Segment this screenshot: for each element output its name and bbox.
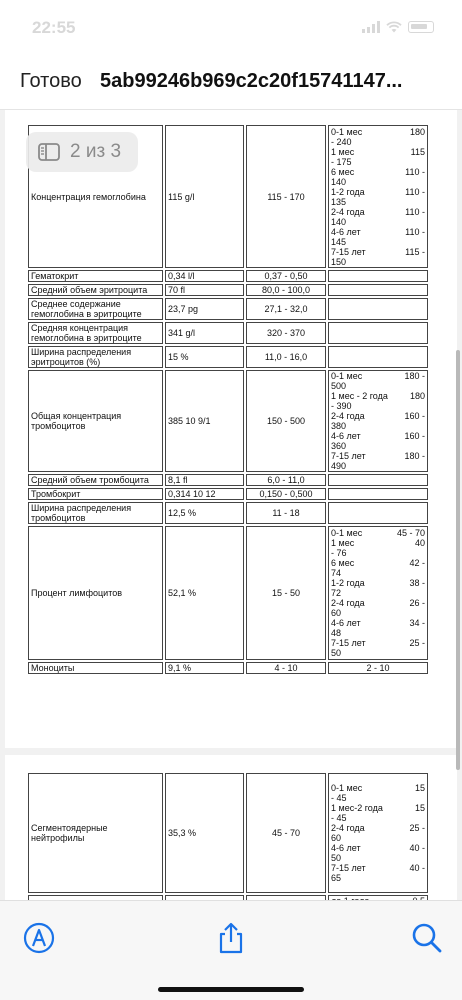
- age-norm-line: [331, 411, 425, 421]
- pdf-page: [5, 110, 457, 748]
- age-norm-value: 25 -: [409, 638, 425, 648]
- result-value-cell: 385 10 9/1: [165, 370, 244, 472]
- age-norm-line: [331, 137, 425, 147]
- battery-icon: [408, 21, 434, 33]
- table-row: [28, 502, 428, 524]
- test-name-cell: Гематокрит: [28, 270, 163, 282]
- table-row: [28, 488, 428, 500]
- age-norm-label: 2-4 года: [331, 598, 365, 608]
- age-norm-label: 145: [331, 236, 347, 247]
- age-norm-label: 60: [331, 833, 342, 843]
- age-norm-line: [331, 207, 425, 217]
- test-name-cell: Моноциты: [28, 662, 163, 674]
- age-norm-value: 110 -: [405, 166, 425, 177]
- reference-range-cell: 6,0 - 11,0: [246, 474, 326, 486]
- age-norm-line: [331, 628, 425, 638]
- age-norm-line: [331, 217, 425, 227]
- age-norms-cell: [328, 773, 428, 893]
- age-norm-line: [331, 421, 425, 431]
- age-norm-value: 40 -: [409, 843, 425, 853]
- test-name-cell: Тромбокрит: [28, 488, 163, 500]
- reference-range-cell: 0,150 - 0,500: [246, 488, 326, 500]
- age-norm-line: [331, 618, 425, 628]
- age-norm-label: 7-15 лет: [331, 246, 366, 257]
- table-row: [28, 526, 428, 660]
- age-norm-line: [331, 783, 425, 793]
- wifi-icon: [386, 21, 402, 33]
- reference-range-cell: 45 - 70: [246, 773, 326, 893]
- age-norm-label: 4-6 лет: [331, 843, 361, 853]
- age-norm-line: [331, 177, 425, 187]
- age-norm-line: [331, 793, 425, 803]
- age-norm-label: 4-6 лет: [331, 618, 361, 628]
- reference-range-cell: 115 - 170: [246, 125, 326, 268]
- age-norm-label: 500: [331, 381, 347, 391]
- test-name-cell: Общая концентрация тромбоцитов: [28, 370, 163, 472]
- age-norm-label: 6 мес: [331, 166, 355, 177]
- age-norm-line: [331, 431, 425, 441]
- age-norm-value: 38 -: [409, 578, 425, 588]
- age-norm-label: 50: [331, 648, 342, 658]
- age-norm-label: 4-6 лет: [331, 226, 361, 237]
- age-norm-label: 0-1 мес: [331, 371, 363, 381]
- test-name-cell: Ширина распределения эритроцитов (%): [28, 346, 163, 368]
- age-norms-cell: [328, 322, 428, 344]
- table-row: [28, 298, 428, 320]
- age-norm-label: 4-6 лет: [331, 431, 361, 441]
- search-icon[interactable]: [410, 921, 444, 955]
- age-norms-cell: [328, 346, 428, 368]
- lab-results-table: [26, 123, 430, 676]
- pdf-page: [5, 755, 457, 915]
- age-norm-label: 60: [331, 608, 342, 618]
- age-norm-line: [331, 167, 425, 177]
- age-norm-label: 380: [331, 421, 347, 431]
- document-viewer[interactable]: [0, 110, 462, 900]
- scrollbar[interactable]: [456, 350, 460, 770]
- age-norm-value: 110 -: [405, 206, 425, 217]
- age-norm-value: 45 - 70: [396, 528, 425, 538]
- age-norm-label: 140: [331, 176, 347, 187]
- age-norms-cell: [328, 270, 428, 282]
- result-value-cell: 0,314 10 12: [165, 488, 244, 500]
- result-value-cell: 23,7 pg: [165, 298, 244, 320]
- age-norm-value: 15: [414, 803, 425, 813]
- age-norm-label: 72: [331, 588, 342, 598]
- age-norm-line: [331, 147, 425, 157]
- age-norm-line: [331, 538, 425, 548]
- share-icon[interactable]: [214, 921, 248, 955]
- age-norms-cell: [328, 370, 428, 472]
- age-norm-label: - 175: [331, 156, 352, 167]
- result-value-cell: 115 g/l: [165, 125, 244, 268]
- age-norm-line: [331, 588, 425, 598]
- age-norm-label: - 45: [331, 813, 347, 823]
- table-row: [28, 370, 428, 472]
- age-norm-line: [331, 257, 425, 267]
- age-norm-label: 1 мес - 2 года: [331, 391, 388, 401]
- age-norm-line: [331, 608, 425, 618]
- age-norm-label: 1 мес: [331, 146, 355, 157]
- age-norm-value: 180: [409, 391, 425, 401]
- age-norm-value: 160 -: [404, 411, 425, 421]
- status-time: 22:55: [32, 18, 76, 37]
- age-norm-line: [331, 558, 425, 568]
- age-norm-line: [331, 441, 425, 451]
- test-name-cell: Средняя концентрация гемоглобина в эритроците: [28, 322, 163, 344]
- age-norm-line: [331, 197, 425, 207]
- result-value-cell: 52,1 %: [165, 526, 244, 660]
- age-norm-label: 74: [331, 568, 342, 578]
- age-norm-label: 7-15 лет: [331, 863, 366, 873]
- age-norm-line: [331, 578, 425, 588]
- table-row: [28, 346, 428, 368]
- page-counter: [26, 132, 138, 172]
- age-norm-label: 140: [331, 216, 347, 227]
- age-norm-label: 6 мес: [331, 558, 355, 568]
- age-norms-cell: [328, 298, 428, 320]
- age-norm-line: [331, 381, 425, 391]
- cellular-signal-icon: [362, 21, 380, 33]
- age-norm-label: 48: [331, 628, 342, 638]
- result-value-cell: 8,1 fl: [165, 474, 244, 486]
- reference-range-cell: 11,0 - 16,0: [246, 346, 326, 368]
- age-norm-line: [331, 391, 425, 401]
- age-norm-line: [331, 401, 425, 411]
- status-bar: [0, 0, 462, 52]
- age-norm-line: [331, 187, 425, 197]
- result-value-cell: 15 %: [165, 346, 244, 368]
- age-norms-cell: [328, 284, 428, 296]
- age-norm-line: [331, 823, 425, 833]
- bottom-toolbar: [0, 900, 462, 1000]
- age-norm-value: 25 -: [409, 823, 425, 833]
- page-counter-label: 2 из 3: [70, 141, 122, 162]
- age-norm-label: 0-1 мес: [331, 126, 363, 137]
- lab-results-table: [26, 771, 430, 919]
- table-row: [28, 474, 428, 486]
- age-norm-line: [331, 863, 425, 873]
- age-norm-label: 360: [331, 441, 347, 451]
- result-value-cell: 341 g/l: [165, 322, 244, 344]
- test-name-cell: Ширина распределения тромбоцитов: [28, 502, 163, 524]
- age-norm-line: [331, 371, 425, 381]
- test-name-cell: Средний объем эритроцита: [28, 284, 163, 296]
- age-norms-cell: [328, 474, 428, 486]
- age-norm-label: - 45: [331, 793, 347, 803]
- table-row: [28, 284, 428, 296]
- age-norms-cell: [328, 488, 428, 500]
- result-value-cell: 35,3 %: [165, 773, 244, 893]
- document-title: 5ab99246b969c2c20f15741147...: [100, 70, 403, 92]
- reference-range-cell: 150 - 500: [246, 370, 326, 472]
- age-norm-line: [331, 813, 425, 823]
- age-norm-line: [331, 843, 425, 853]
- age-norm-value: 110 -: [405, 226, 425, 237]
- sidebar-icon: [38, 143, 60, 161]
- done-button[interactable]: Готово: [20, 70, 82, 92]
- age-norms-cell: [328, 526, 428, 660]
- result-value-cell: 70 fl: [165, 284, 244, 296]
- result-value-cell: 0,34 l/l: [165, 270, 244, 282]
- age-norm-label: 1 мес-2 года: [331, 803, 383, 813]
- age-norm-line: [331, 598, 425, 608]
- age-norm-line: [331, 548, 425, 558]
- age-norm-line: [331, 648, 425, 658]
- age-norm-label: 0-1 мес: [331, 528, 363, 538]
- age-norm-line: [331, 853, 425, 863]
- age-norms-cell: 2 - 10: [328, 662, 428, 674]
- reference-range-cell: 15 - 50: [246, 526, 326, 660]
- age-norm-line: [331, 803, 425, 813]
- reference-range-cell: 11 - 18: [246, 502, 326, 524]
- age-norm-label: 7-15 лет: [331, 638, 366, 648]
- age-norm-label: 1-2 года: [331, 186, 365, 197]
- age-norm-line: [331, 461, 425, 471]
- reference-range-cell: 320 - 370: [246, 322, 326, 344]
- reference-range-cell: 80,0 - 100,0: [246, 284, 326, 296]
- age-norm-label: - 390: [331, 401, 352, 411]
- age-norm-value: 34 -: [409, 618, 425, 628]
- age-norms-cell: [328, 502, 428, 524]
- age-norm-value: 40: [414, 538, 425, 548]
- status-icons: [362, 20, 434, 34]
- age-norm-value: 115 -: [405, 246, 425, 257]
- age-norm-label: 1-2 года: [331, 578, 365, 588]
- age-norm-value: 26 -: [409, 598, 425, 608]
- reference-range-cell: 4 - 10: [246, 662, 326, 674]
- result-value-cell: 12,5 %: [165, 502, 244, 524]
- age-norm-value: 160 -: [404, 431, 425, 441]
- age-norm-label: 0-1 мес: [331, 783, 363, 793]
- age-norm-line: [331, 247, 425, 257]
- age-norm-label: 50: [331, 853, 342, 863]
- age-norm-line: [331, 157, 425, 167]
- reference-range-cell: 27,1 - 32,0: [246, 298, 326, 320]
- age-norm-line: [331, 528, 425, 538]
- age-norm-value: 180 -: [404, 451, 425, 461]
- home-indicator[interactable]: [158, 987, 304, 992]
- age-norm-label: - 76: [331, 548, 347, 558]
- age-norm-label: 7-15 лет: [331, 451, 366, 461]
- age-norm-line: [331, 833, 425, 843]
- age-norm-line: [331, 638, 425, 648]
- table-row: [28, 322, 428, 344]
- age-norm-line: [331, 237, 425, 247]
- age-norm-label: 135: [331, 196, 347, 207]
- age-norm-value: 180: [409, 126, 425, 137]
- test-name-cell: Средний объем тромбоцита: [28, 474, 163, 486]
- age-norm-line: [331, 873, 425, 883]
- test-name-cell: Концентрация гемоглобина: [28, 125, 163, 268]
- table-row: [28, 773, 428, 893]
- table-row: [28, 270, 428, 282]
- age-norm-value: 180 -: [404, 371, 425, 381]
- age-norm-label: - 240: [331, 136, 352, 147]
- markup-icon[interactable]: [22, 921, 56, 955]
- test-name-cell: Сегментоядерные нейтрофилы: [28, 773, 163, 893]
- age-norm-line: [331, 451, 425, 461]
- age-norm-value: 110 -: [405, 186, 425, 197]
- age-norm-value: 40 -: [409, 863, 425, 873]
- table-row: [28, 662, 428, 674]
- age-norm-value: 15: [414, 783, 425, 793]
- age-norm-value: 42 -: [409, 558, 425, 568]
- age-norm-label: 490: [331, 461, 347, 471]
- age-norms-cell: [328, 125, 428, 268]
- age-norm-line: [331, 568, 425, 578]
- result-value-cell: 9,1 %: [165, 662, 244, 674]
- age-norm-line: [331, 127, 425, 137]
- test-name-cell: Среднее содержание гемоглобина в эритроците: [28, 298, 163, 320]
- age-norm-label: 65: [331, 873, 342, 883]
- test-name-cell: Процент лимфоцитов: [28, 526, 163, 660]
- age-norm-label: 150: [331, 256, 347, 267]
- reference-range-cell: 0,37 - 0,50: [246, 270, 326, 282]
- age-norm-label: 1 мес: [331, 538, 355, 548]
- navigation-bar: [0, 52, 462, 110]
- age-norm-label: 2-4 года: [331, 411, 365, 421]
- age-norm-label: 2-4 года: [331, 206, 365, 217]
- age-norm-value: 115: [410, 146, 425, 157]
- age-norm-label: 2-4 года: [331, 823, 365, 833]
- age-norm-line: [331, 227, 425, 237]
